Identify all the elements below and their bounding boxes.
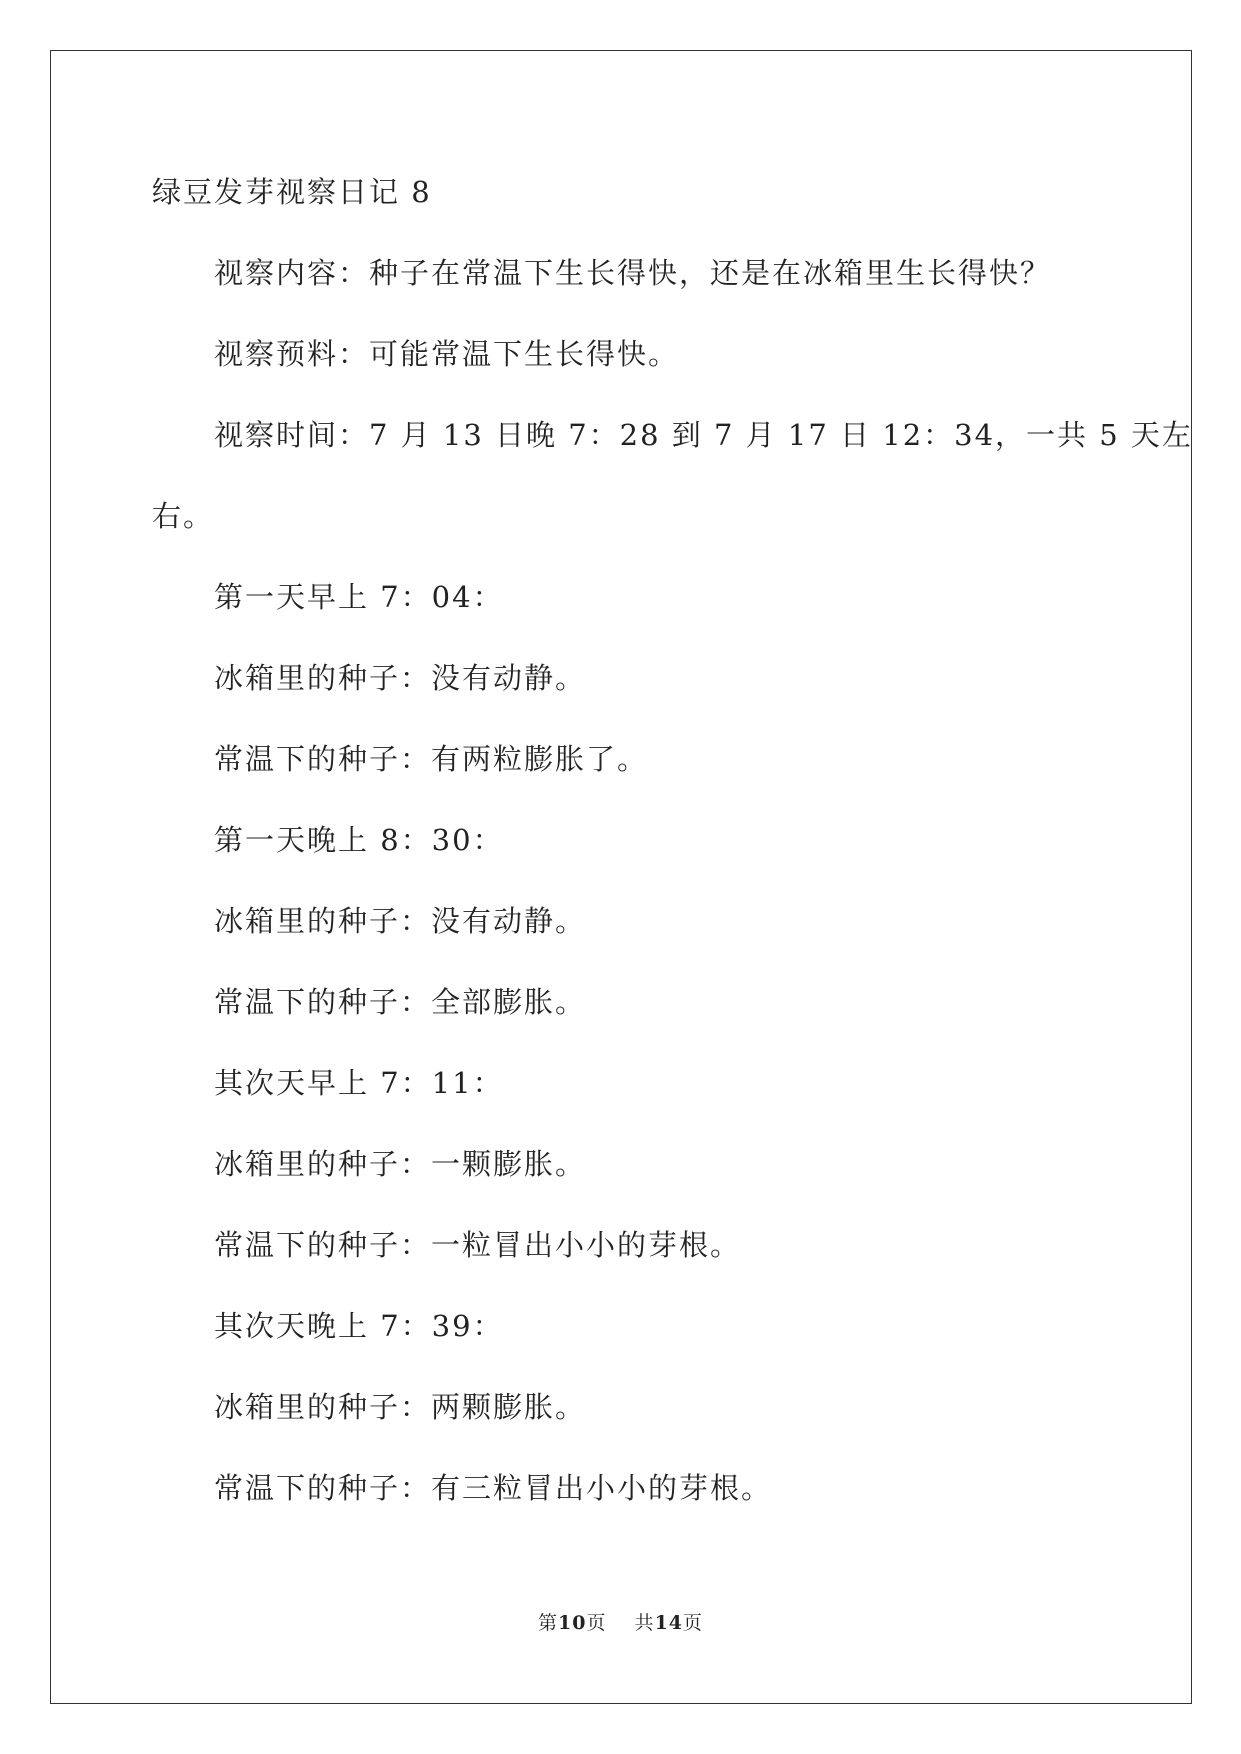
paragraph-observation-time-continued: 右。: [152, 499, 215, 533]
entry-fridge-day1-morning: 冰箱里的种子：没有动静。: [214, 661, 587, 695]
entry-room-temp-day2-evening: 常温下的种子：有三粒冒出小小的芽根。: [214, 1471, 773, 1505]
entry-heading-day1-morning: 第一天早上 7：04：: [214, 580, 504, 614]
paragraph-observation-content: 视察内容：种子在常温下生长得快，还是在冰箱里生长得快？: [214, 256, 1052, 290]
entry-room-temp-day1-evening: 常温下的种子：全部膨胀。: [214, 985, 587, 1019]
document-title: 绿豆发芽视察日记 8: [152, 175, 432, 209]
entry-fridge-day1-evening: 冰箱里的种子：没有动静。: [214, 904, 587, 938]
page-border: [50, 50, 1192, 1704]
entry-heading-day1-evening: 第一天晚上 8：30：: [214, 823, 504, 857]
paragraph-observation-prediction: 视察预料：可能常温下生长得快。: [214, 337, 680, 371]
entry-room-temp-day2-morning: 常温下的种子：一粒冒出小小的芽根。: [214, 1228, 742, 1262]
entry-fridge-day2-morning: 冰箱里的种子：一颗膨胀。: [214, 1147, 587, 1181]
footer-total-prefix: 共: [634, 1612, 655, 1634]
footer-total-pages: 14: [654, 1612, 684, 1634]
entry-heading-day2-evening: 其次天晚上 7：39：: [214, 1309, 504, 1343]
footer-total-suffix: 页: [683, 1612, 704, 1634]
footer-page-number: 10: [557, 1612, 587, 1634]
entry-room-temp-day1-morning: 常温下的种子：有两粒膨胀了。: [214, 742, 649, 776]
entry-fridge-day2-evening: 冰箱里的种子：两颗膨胀。: [214, 1390, 587, 1424]
paragraph-observation-time: 视察时间：7 月 13 日晚 7：28 到 7 月 17 日 12：34，一共 5 天左: [214, 418, 1193, 452]
footer-page-prefix: 第: [537, 1612, 558, 1634]
footer-page-suffix: 页: [586, 1612, 607, 1634]
page-footer: [0, 1610, 1241, 1636]
entry-heading-day2-morning: 其次天早上 7：11：: [214, 1066, 504, 1100]
